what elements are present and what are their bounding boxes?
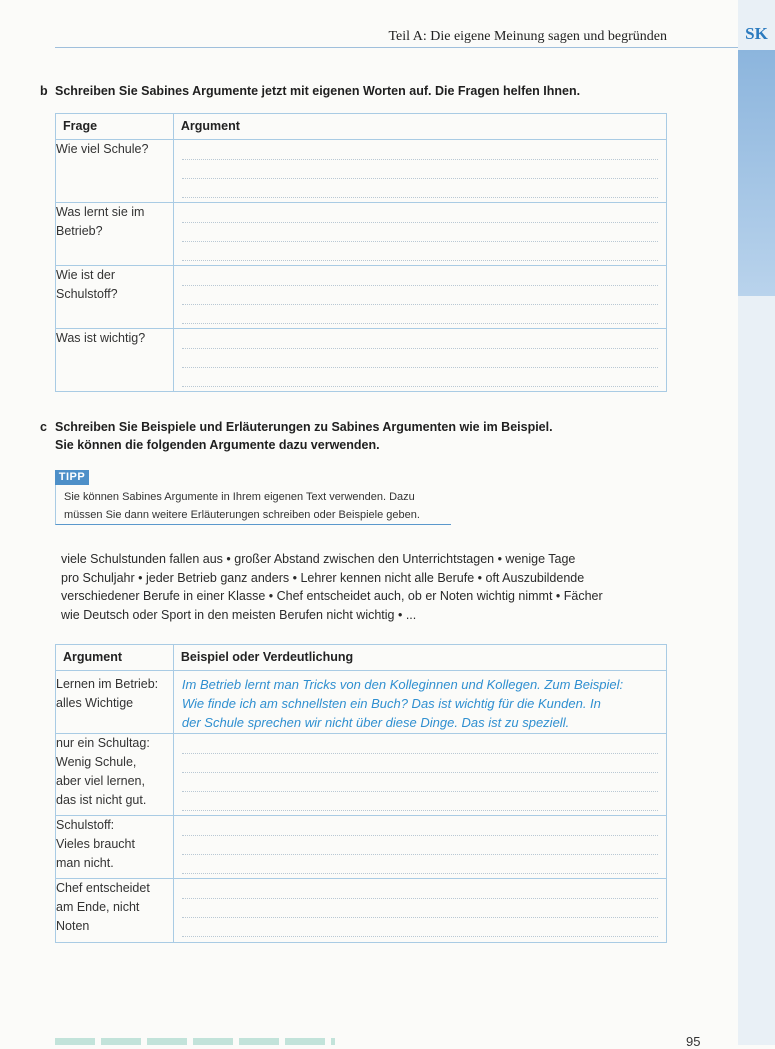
instruction-text: Schreiben Sie Beispiele und Erläuterungen zu Sabines Argumenten wie im Beispiel. <box>55 420 553 434</box>
question-cell: Was ist wichtig? <box>56 329 174 392</box>
argument-cell: Lernen im Betrieb: alles Wichtige <box>56 671 174 734</box>
table-row <box>56 203 667 266</box>
table-row <box>56 734 667 816</box>
column-header-beispiel: Beispiel oder Verdeutlichung <box>173 645 666 671</box>
footer-strip <box>55 1038 335 1045</box>
question-cell: Wie ist der Schulstoff? <box>56 266 174 329</box>
exercise-c-instruction <box>40 418 553 454</box>
word-list-line: verschiedener Berufe in einer Klasse • Chef entscheidet auch, ob er Noten wichtig nimmt • Fächer <box>61 589 603 603</box>
instruction-text: Schreiben Sie Sabines Argumente jetzt mit eigenen Worten auf. Die Fragen helfen Ihnen. <box>55 84 581 98</box>
exercise-letter: b <box>40 84 48 98</box>
header-divider <box>55 47 738 48</box>
answer-lines[interactable] <box>173 816 666 879</box>
answer-lines[interactable] <box>173 140 666 203</box>
section-tab-label: SK <box>745 24 768 43</box>
answer-lines[interactable] <box>173 329 666 392</box>
argument-word-list <box>61 550 681 624</box>
tipp-box <box>55 485 451 525</box>
answer-lines[interactable] <box>173 203 666 266</box>
question-cell: Wie viel Schule? <box>56 140 174 203</box>
tipp-text: müssen Sie dann weitere Erläuterungen schreiben oder Beispiele geben. <box>64 509 420 521</box>
answer-lines[interactable] <box>173 879 666 943</box>
argument-cell: Schulstoff: Vieles braucht man nicht. <box>56 816 174 879</box>
table-row <box>56 140 667 203</box>
table-row <box>56 266 667 329</box>
exercise-b-instruction <box>40 82 580 100</box>
table-row <box>56 816 667 879</box>
table-row <box>56 671 667 734</box>
word-list-line: wie Deutsch oder Sport in den meisten Berufen nicht wichtig • ... <box>61 607 417 622</box>
example-cell <box>173 671 666 734</box>
question-cell: Was lernt sie im Betrieb? <box>56 203 174 266</box>
tipp-badge: TIPP <box>55 470 89 485</box>
exercise-letter: c <box>40 420 47 434</box>
column-header-frage: Frage <box>56 114 174 140</box>
answer-lines[interactable] <box>173 734 666 816</box>
tipp-text: Sie können Sabines Argumente in Ihrem eigenen Text verwenden. Dazu <box>64 491 415 503</box>
column-header-argument: Argument <box>173 114 666 140</box>
argument-cell: Chef entscheidet am Ende, nicht Noten <box>56 879 174 943</box>
argument-cell: nur ein Schultag: Wenig Schule, aber viel lernen, das ist nicht gut. <box>56 734 174 816</box>
word-list-line: pro Schuljahr • jeder Betrieb ganz anders • Lehrer kennen nicht alle Berufe • oft Auszubildende <box>61 570 585 585</box>
answer-lines[interactable] <box>173 266 666 329</box>
page-number: 95 <box>686 1034 701 1049</box>
table-frage-argument <box>55 113 667 392</box>
table-row <box>56 329 667 392</box>
section-tab-marker <box>738 50 775 296</box>
word-list-line: viele Schulstunden fallen aus • großer Abstand zwischen den Unterrichtstagen • wenige Tage <box>61 552 576 566</box>
table-argument-beispiel <box>55 644 667 943</box>
page-header-title: Teil A: Die eigene Meinung sagen und begründen <box>388 29 667 44</box>
table-row <box>56 879 667 943</box>
instruction-text: Sie können die folgenden Argumente dazu verwenden. <box>55 438 380 452</box>
column-header-argument: Argument <box>56 645 174 671</box>
example-text: Im Betrieb lernt man Tricks von den Kolleginnen und Kollegen. Zum Beispiel: Wie finde ich am schnellsten ein Buch? Das ist wichtig für die Kunden. In der Schule sprechen wir nicht über diese Dinge. Das ist zu speziell. <box>181 677 624 730</box>
